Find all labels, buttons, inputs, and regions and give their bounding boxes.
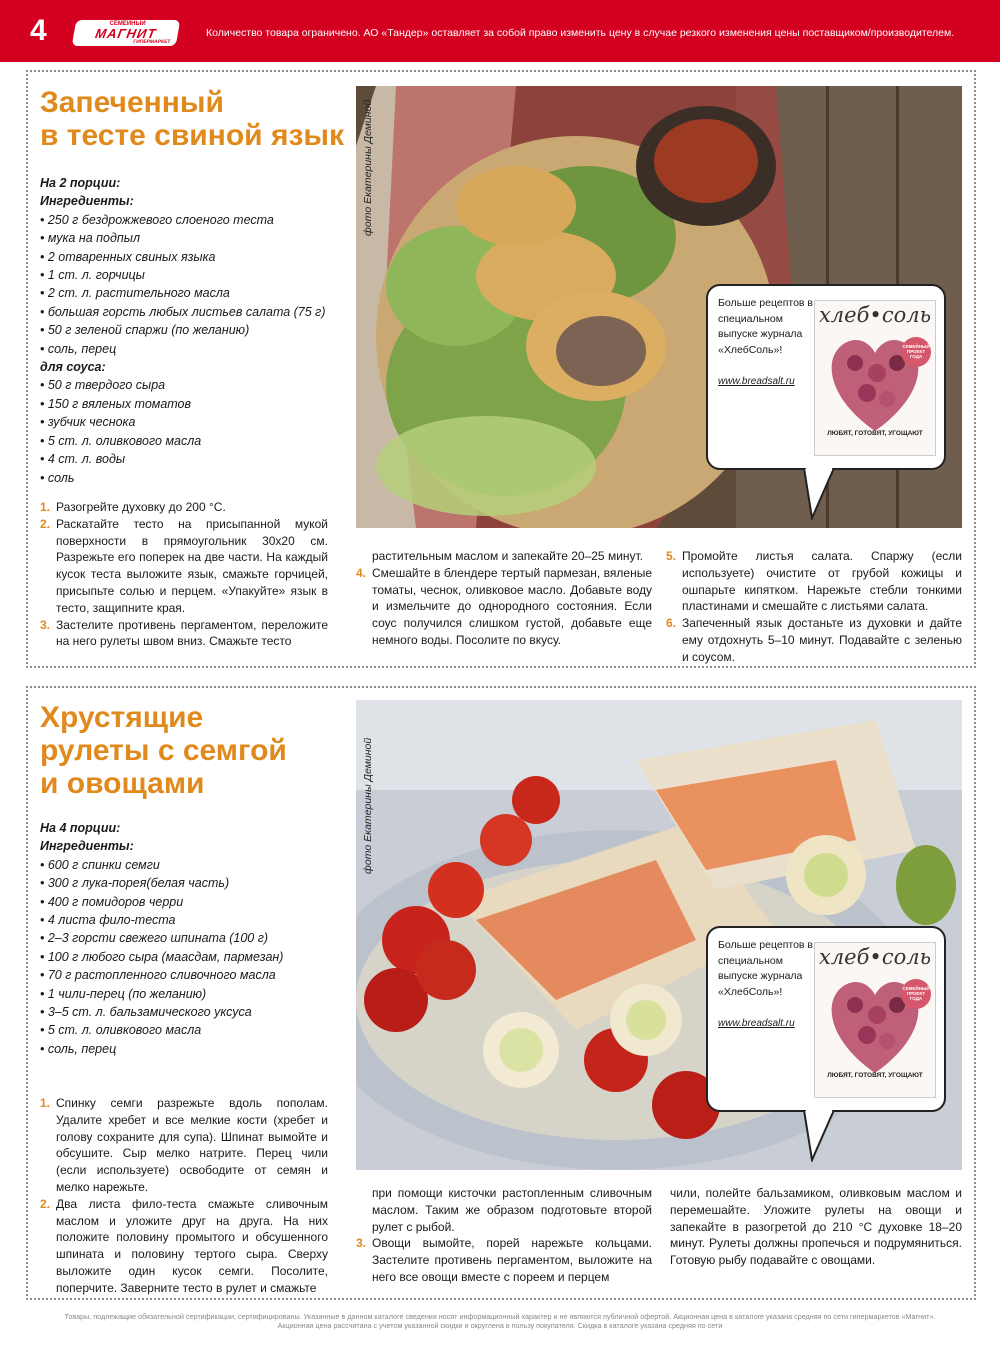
magazine-cover xyxy=(814,942,936,1098)
list-item: • 4 листа фило-теста xyxy=(40,913,176,928)
step-text: при помощи кисточки растопленным сливочным маслом. Таким же образом подготовьте второй рулет с рыбой. xyxy=(372,1186,652,1234)
list-item: • 50 г зеленой спаржи (по желанию) xyxy=(40,323,250,338)
list-item: • 1 ст. л. горчицы xyxy=(40,268,145,283)
step xyxy=(40,1196,328,1297)
step xyxy=(666,548,962,615)
magazine-title: хлеб•соль xyxy=(818,945,932,969)
list-item: • мука на подпыл xyxy=(40,231,141,246)
step-text: Смешайте в блендере тертый пармезан, вяленые томаты, чеснок, оливковое масло. Добавьте воду и измельчите до однородного состояния. Если соус получился слишком густой, добавьте еще немного воды. Посолите по вкусу. xyxy=(372,565,652,647)
recipe2-title-line2: рулеты с семгой xyxy=(40,734,287,767)
ingredients-label: Ингредиенты: xyxy=(40,194,134,209)
step xyxy=(40,617,328,651)
list-item: • 5 ст. л. оливкового масла xyxy=(40,433,202,448)
step-text: Разогрейте духовку до 200 °С. xyxy=(56,500,226,514)
step-number: 2. xyxy=(40,1196,51,1211)
step-number: 6. xyxy=(666,616,677,631)
step xyxy=(356,565,652,649)
recipe2-steps-col2 xyxy=(356,1185,652,1286)
list-item: • 3–5 ст. л. бальзамического уксуса xyxy=(40,1005,252,1020)
recipe2-steps-col3 xyxy=(670,1185,962,1269)
list-item: • соль, перец xyxy=(40,341,117,356)
logo-main-text: МАГНИТ xyxy=(94,26,158,41)
list-item: • 600 г спинки семги xyxy=(40,857,160,872)
logo-top-text: СЕМЕЙНЫЙ xyxy=(109,21,146,27)
step-text: Запеченный язык достаньте из духовки и дайте ему отдохнуть 5–10 минут. Подавайте с зеленью и соусом. xyxy=(682,616,962,664)
list-item: • соль, перец xyxy=(40,1041,117,1056)
step-text: растительным маслом и запекайте 20–25 минут. xyxy=(372,549,644,563)
sauce-label: для соуса: xyxy=(40,360,106,375)
header-disclaimer: Количество товара ограничено. АО «Тандер» оставляет за собой право изменить цену в случае резкого изменения цены поставщиком/производителем. xyxy=(206,27,955,39)
speech-bubble-tail xyxy=(800,468,840,520)
step-number: 5. xyxy=(666,549,677,563)
magazine-title: хлеб•соль xyxy=(818,303,932,327)
step-number: 3. xyxy=(40,617,51,632)
footer-line1: Товары, подлежащие обязательной сертификации, сертифицированы. Указанные в данном каталоге сведения носят информационный характер и не являются публичной офертой. Акционная цена в каталоге указана средняя по сети гипермаркетов «Магнит». xyxy=(64,1312,936,1321)
step-continuation: чили, полейте бальзамиком, оливковым маслом и перемешайте. Уложите рулеты на овощи и запекайте в разогретой до 210 °С духовке 18–20 минут. Рулеты должны пропечься и подрумяниться. Готовую рыбу подавайте с овощами. xyxy=(670,1186,962,1268)
promo-text: Больше рецептов в специальном выпуске журнала «ХлебСоль»! xyxy=(718,939,813,998)
recipe1-title-line2: в тесте свиной язык xyxy=(40,119,344,152)
recipe2-title-line3: и овощами xyxy=(40,767,205,800)
step-number: 1. xyxy=(40,1096,51,1110)
list-item: • 300 г лука-порея(белая часть) xyxy=(40,876,230,891)
list-item: • 1 чили-перец (по желанию) xyxy=(40,986,207,1001)
list-item: • зубчик чеснока xyxy=(40,415,136,430)
recipe2-title xyxy=(40,701,340,800)
magazine-foot: ЛЮБЯТ, ГОТОВЯТ, УГОЩАЮТ xyxy=(827,1072,923,1079)
list-item: • 400 г помидоров черри xyxy=(40,894,184,909)
step-text: Раскатайте тесто на присыпанной мукой поверхности в прямоугольник 30x20 см. Разрежьте его поперек на две части. На каждый кусок теста выложите язык, смажьте горчицей, присыпьте солью и перцем. «Упакуйте» язык в тесто, защипните края. xyxy=(56,516,328,615)
list-item: • соль xyxy=(40,470,75,485)
recipe1-steps-col3 xyxy=(666,548,962,666)
magnit-logo xyxy=(72,20,181,46)
recipe2-title-line1: Хрустящие xyxy=(40,701,204,734)
step-text: Промойте листья салата. Спаржу (если используете) очистите от грубой кожицы и ошпарьте кипятком. Нарежьте стебли тонкими пластинами и смешайте с листьями салата. xyxy=(682,549,962,614)
step xyxy=(356,1235,652,1285)
step-text: Овощи вымойте, порей нарежьте кольцами. Застелите противень пергаментом, выложите на него все овощи вместе с пореем и перцем xyxy=(372,1236,652,1284)
page-number: 4 xyxy=(30,14,47,47)
step-number: 1. xyxy=(40,500,51,514)
step xyxy=(40,1095,328,1196)
photo-credit: фото Екатерины Деминой xyxy=(362,99,374,236)
promo-link[interactable]: www.breadsalt.ru xyxy=(718,376,795,387)
list-item: • 2 отваренных свиных языка xyxy=(40,249,216,264)
step xyxy=(40,516,328,617)
step xyxy=(666,615,962,665)
magazine-promo xyxy=(706,284,946,470)
magazine-cover xyxy=(814,300,936,456)
list-item: • 2–3 горсти свежего шпината (100 г) xyxy=(40,931,269,946)
ingredients-label: Ингредиенты: xyxy=(40,839,134,854)
legal-footer xyxy=(40,1312,960,1330)
list-item: • 100 г любого сыра (маасдам, пармезан) xyxy=(40,949,284,964)
recipe1-title-line1: Запеченный xyxy=(40,86,224,119)
magazine-promo xyxy=(706,926,946,1112)
step-text: Спинку семги разрежьте вдоль пополам. Удалите хребет и все мелкие кости (хребет и голову сохраните для супа). Шпинат вымойте и обсушите. Сыр мелко натрите. Перец чили (если используете) освободите от семян и мелко нарежьте. xyxy=(56,1096,328,1194)
recipe2-ingredients xyxy=(40,819,340,1058)
top-banner xyxy=(0,0,1000,62)
logo-sub-text: ГИПЕРМАРКЕТ xyxy=(132,39,171,45)
step xyxy=(40,499,328,516)
magazine-badge: СЕМЕЙНЫЙ ПРОЕКТ ГОДА xyxy=(901,979,931,1009)
speech-bubble-tail xyxy=(800,1110,840,1162)
photo-credit: фото Екатерины Деминой xyxy=(362,737,374,874)
promo-text: Больше рецептов в специальном выпуске журнала «ХлебСоль»! xyxy=(718,297,813,356)
recipe1-title xyxy=(40,86,360,152)
step-number: 4. xyxy=(356,565,367,580)
step-continuation xyxy=(356,1185,652,1235)
step-text: Застелите противень пергаментом, переложите на него рулеты швом вниз. Смажьте тесто xyxy=(56,617,328,649)
step-text: Два листа фило-теста смажьте сливочным маслом и уложите друг на друга. На них положите половину промытого и обсушенного шпината и половину тертого сыра. Сверху выложите один кусок семги. Посолите, поперчите. Заверните тесто в рулет и смажьте xyxy=(56,1196,328,1295)
magazine-badge: СЕМЕЙНЫЙ ПРОЕКТ ГОДА xyxy=(901,337,931,367)
list-item: • 70 г растопленного сливочного масла xyxy=(40,968,276,983)
step-continuation xyxy=(356,548,652,565)
list-item: • 2 ст. л. растительного масла xyxy=(40,286,230,301)
portions-label: На 4 порции: xyxy=(40,821,121,835)
recipe2-steps-col1 xyxy=(40,1095,328,1297)
list-item: • 5 ст. л. оливкового масла xyxy=(40,1023,202,1038)
list-item: • 150 г вяленых томатов xyxy=(40,396,192,411)
list-item: • 50 г твердого сыра xyxy=(40,378,166,393)
step-number: 3. xyxy=(356,1236,367,1251)
list-item: • 4 ст. л. воды xyxy=(40,452,126,467)
recipe1-steps-col2 xyxy=(356,548,652,649)
list-item: • большая горсть любых листьев салата (75 г) xyxy=(40,304,326,319)
promo-link[interactable]: www.breadsalt.ru xyxy=(718,1018,795,1029)
recipe1-steps-col1 xyxy=(40,499,328,650)
recipe1-ingredients xyxy=(40,174,340,487)
list-item: • 250 г бездрожжевого слоеного теста xyxy=(40,212,274,227)
portions-label: На 2 порции: xyxy=(40,176,121,190)
footer-line2: Акционная цена рассчитана с учетом указанной скидки и округлена в пользу покупателя. Скидка в каталоге указана средняя по сети xyxy=(277,1321,723,1330)
step-number: 2. xyxy=(40,516,51,531)
magazine-foot: ЛЮБЯТ, ГОТОВЯТ, УГОЩАЮТ xyxy=(827,430,923,437)
